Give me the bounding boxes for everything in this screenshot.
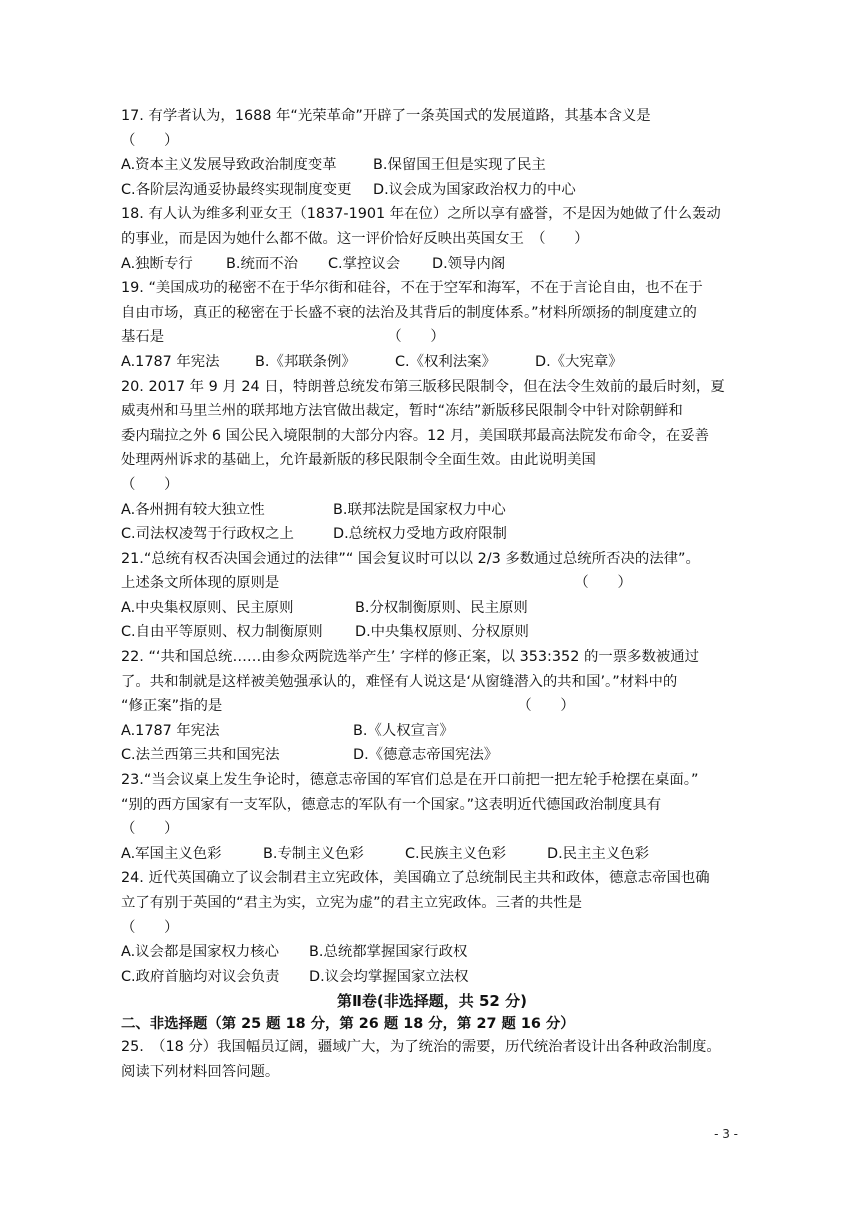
options-row (121, 842, 743, 867)
question-19 (121, 276, 743, 374)
question-17 (121, 104, 743, 202)
options-row (121, 252, 743, 277)
options-row (121, 350, 743, 375)
option-d: D.议会均掌握国家立法权 (309, 968, 469, 985)
option-c: C.政府首脑均对议会负责 (121, 968, 280, 985)
option-d: D.中央集权原则、分权原则 (355, 624, 529, 641)
option-c: C.法兰西第三共和国宪法 (121, 747, 280, 764)
answer-bracket: （ ） (121, 919, 179, 936)
section-title: 第Ⅱ卷(非选择题，共 52 分) (337, 992, 527, 1011)
page-number: - 3 - (714, 1127, 738, 1141)
question-22 (121, 645, 743, 768)
option-a: A.1787 年宪法 (121, 353, 220, 370)
question-text-line: 上述条文所体现的原则是 （ ） (121, 575, 632, 592)
options-row (121, 596, 743, 621)
options-row (121, 965, 743, 990)
question-20 (121, 375, 743, 547)
options-row (121, 940, 743, 965)
option-c: C.《权利法案》 (395, 353, 496, 370)
option-a: A.1787 年宪法 (121, 722, 220, 739)
question-21 (121, 547, 743, 645)
option-a: A.中央集权原则、民主原则 (121, 599, 294, 616)
question-24 (121, 866, 743, 989)
option-a: A.议会都是国家权力核心 (121, 944, 280, 961)
option-b: B.分权制衡原则、民主原则 (355, 599, 528, 616)
option-b: B.专制主义色彩 (263, 845, 364, 862)
question-text-line: 威夷州和马里兰州的联邦地方法官做出裁定，暂时“冻结”新版移民限制令中针对除朝鲜和 (121, 403, 683, 420)
option-d: D.议会成为国家政治权力的中心 (373, 181, 576, 198)
question-text-line: 17. 有学者认为，1688 年“光荣革命”开辟了一条英国式的发展道路，其基本含义是 (121, 108, 651, 124)
question-text-line: 19. “美国成功的秘密不在于华尔街和硅谷，不在于空军和海军，不在于言论自由，也不在于 (121, 280, 703, 297)
options-row (121, 620, 743, 645)
option-b: B.《人权宣言》 (353, 722, 454, 739)
options-row (121, 153, 743, 178)
answer-bracket: （ ） (121, 476, 179, 493)
question-text-line: “修正案”指的是 （ ） (121, 698, 575, 715)
question-text-line: 基石是 （ ） (121, 329, 445, 346)
question-25-text-line: 阅读下列材料回答问题。 (121, 1063, 280, 1080)
option-d: D.民主主义色彩 (547, 845, 649, 862)
option-b: B.统而不治 (226, 255, 299, 272)
question-23 (121, 768, 743, 866)
option-b: B.总统都掌握国家行政权 (309, 944, 468, 961)
section-subtitle: 二、非选择题（第 25 题 18 分，第 26 题 18 分，第 27 题 16 分） (121, 1016, 575, 1033)
option-c: C.各阶层沟通妥协最终实现制度变更 (121, 181, 352, 198)
question-text-line: 的事业，而是因为她什么都不做。这一评价恰好反映出英国女王 （ ） (121, 230, 589, 247)
question-text-line: 处理两州诉求的基础上，允许最新版的移民限制令全面生效。由此说明美国 (121, 452, 596, 469)
question-text-line: 自由市场，真正的秘密在于长盛不衰的法治及其背后的制度体系。”材料所颂扬的制度建立的 (121, 304, 697, 321)
option-a: A.各州拥有较大独立性 (121, 501, 265, 518)
options-row (121, 743, 743, 768)
option-a: A.军国主义色彩 (121, 845, 222, 862)
option-d: D.领导内阁 (432, 255, 506, 272)
answer-bracket: （ ） (121, 821, 179, 838)
option-c: C.掌控议会 (328, 255, 401, 272)
option-b: B.《邦联条例》 (255, 353, 356, 370)
option-d: D.《德意志帝国宪法》 (353, 747, 499, 764)
option-c: C.自由平等原则、权力制衡原则 (121, 624, 323, 641)
question-text-line: 立了有别于英国的“君主为实，立宪为虚”的君主立宪政体。三者的共性是 (121, 895, 583, 911)
option-d: D.总统权力受地方政府限制 (333, 526, 507, 543)
answer-bracket: （ ） (121, 132, 179, 149)
option-d: D.《大宪章》 (535, 353, 623, 370)
options-row (121, 719, 743, 744)
option-b: B.保留国王但是实现了民主 (373, 157, 546, 174)
option-a: A.独断专行 (121, 255, 193, 272)
question-text-line: 22. “‘共和国总统……由参众两院选举产生’ 字样的修正案，以 353:352 的一票多数被通过 (121, 649, 700, 666)
options-row (121, 498, 743, 523)
option-c: C.民族主义色彩 (405, 845, 506, 862)
question-text-line: 20. 2017 年 9 月 24 日，特朗普总统发布第三版移民限制令，但在法令生效前的最后时刻，夏 (121, 378, 725, 395)
question-text-line: 委内瑞拉之外 6 国公民入境限制的大部分内容。12 月，美国联邦最高法院发布命令，在妥善 (121, 427, 710, 444)
question-text-line: 24. 近代英国确立了议会制君主立宪政体，美国确立了总统制民主共和政体，德意志帝国也确 (121, 870, 710, 887)
question-text-line: 了。共和制就是这样被美勉强承认的，难怪有人说这是‘从窗缝潜入的共和国’。”材料中的 (121, 673, 678, 690)
options-row (121, 178, 743, 203)
question-text-line: 18. 有人认为维多利亚女王（1837-1901 年在位）之所以享有盛誉，不是因为她做了什么轰动 (121, 206, 721, 223)
options-row (121, 522, 743, 547)
question-text-line: 21.“总统有权否决国会通过的法律”“ 国会复议时可以以 2/3 多数通过总统所否决的法律”。 (121, 550, 700, 567)
question-text-line: 23.“当会议桌上发生争论时，德意志帝国的军官们总是在开口前把一把左轮手枪摆在桌面。” (121, 772, 699, 789)
questions-content (121, 104, 743, 1085)
option-c: C.司法权凌驾于行政权之上 (121, 526, 294, 543)
option-a: A.资本主义发展导致政治制度变革 (121, 157, 337, 174)
option-b: B.联邦法院是国家权力中心 (333, 501, 506, 518)
question-18 (121, 202, 743, 276)
question-text-line: “别的西方国家有一支军队，德意志的军队有一个国家。”这表明近代德国政治制度具有 (121, 796, 662, 813)
question-25-text-line: 25. （18 分）我国幅员辽阔，疆域广大，为了统治的需要，历代统治者设计出各种政治制度。 (121, 1039, 721, 1056)
